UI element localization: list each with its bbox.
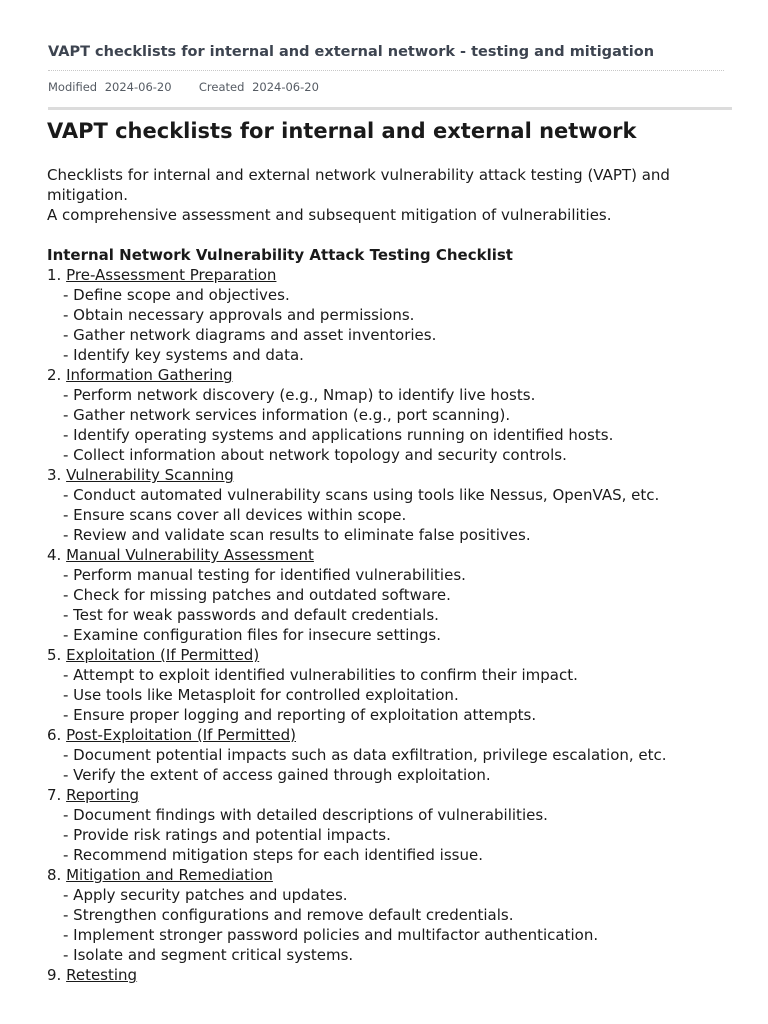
checklist-item: - Use tools like Metasploit for controlled exploitation.: [63, 686, 459, 704]
checklist-step-heading: [47, 965, 738, 985]
page-title: VAPT checklists for internal and external network: [47, 119, 637, 143]
checklist-item: - Implement stronger password policies and multifactor authentication.: [63, 926, 599, 944]
checklist-item: - Review and validate scan results to eliminate false positives.: [63, 526, 531, 544]
checklist-item: - Test for weak passwords and default credentials.: [63, 606, 439, 624]
dotted-divider: [48, 70, 724, 71]
intro-line: Checklists for internal and external network vulnerability attack testing (VAPT) and mitigation.: [47, 166, 670, 204]
step-link[interactable]: Information Gathering: [66, 366, 233, 384]
step-link[interactable]: Exploitation (If Permitted): [66, 646, 260, 664]
checklist-item: - Ensure scans cover all devices within scope.: [63, 506, 407, 524]
step-number: 1.: [47, 266, 62, 284]
modified-date: 2024-06-20: [104, 80, 172, 94]
checklist-item: - Attempt to exploit identified vulnerabilities to confirm their impact.: [63, 666, 578, 684]
checklist-steps: [47, 265, 738, 985]
checklist-item: - Strengthen configurations and remove default credentials.: [63, 906, 514, 924]
modified-label: Modified: [48, 80, 98, 94]
checklist-item: - Document findings with detailed descriptions of vulnerabilities.: [63, 806, 548, 824]
checklist-item: - Perform network discovery (e.g., Nmap) to identify live hosts.: [63, 386, 536, 404]
step-link[interactable]: Retesting: [66, 966, 138, 984]
intro-line: A comprehensive assessment and subsequent mitigation of vulnerabilities.: [47, 206, 612, 224]
step-number: 9.: [47, 966, 62, 984]
document-body: [47, 116, 738, 985]
checklist-item: - Apply security patches and updates.: [63, 886, 348, 904]
checklist-item: - Recommend mitigation steps for each identified issue.: [63, 846, 483, 864]
header-divider: [48, 107, 732, 110]
checklist-item: - Obtain necessary approvals and permissions.: [63, 306, 415, 324]
step-number: 2.: [47, 366, 62, 384]
checklist-item: - Define scope and objectives.: [63, 286, 290, 304]
step-number: 4.: [47, 546, 62, 564]
step-number: 5.: [47, 646, 62, 664]
checklist-item: - Provide risk ratings and potential impacts.: [63, 826, 391, 844]
checklist-step-heading: [47, 265, 738, 285]
step-link[interactable]: Manual Vulnerability Assessment: [66, 546, 314, 564]
metadata-row: [48, 80, 323, 94]
checklist-item: - Identify key systems and data.: [63, 346, 304, 364]
checklist-item: - Examine configuration files for insecure settings.: [63, 626, 441, 644]
created-label: Created: [198, 80, 245, 94]
checklist-step-heading: [47, 465, 738, 485]
created-date: 2024-06-20: [252, 80, 319, 94]
checklist-item: - Verify the extent of access gained through exploitation.: [63, 766, 491, 784]
step-number: 3.: [47, 466, 62, 484]
checklist-step-heading: [47, 865, 738, 885]
checklist-item: - Document potential impacts such as data exfiltration, privilege escalation, etc.: [63, 746, 667, 764]
step-number: 8.: [47, 866, 62, 884]
step-link[interactable]: Vulnerability Scanning: [66, 466, 234, 484]
checklist-item: - Conduct automated vulnerability scans using tools like Nessus, OpenVAS, etc.: [63, 486, 660, 504]
step-link[interactable]: Mitigation and Remediation: [66, 866, 273, 884]
checklist-item: - Isolate and segment critical systems.: [63, 946, 354, 964]
checklist-step-heading: [47, 785, 738, 805]
checklist-item: - Ensure proper logging and reporting of exploitation attempts.: [63, 706, 537, 724]
checklist-item: - Gather network diagrams and asset inventories.: [63, 326, 437, 344]
step-link[interactable]: Post-Exploitation (If Permitted): [66, 726, 296, 744]
checklist-item: - Gather network services information (e.g., port scanning).: [63, 406, 511, 424]
document-title-bar: VAPT checklists for internal and external network - testing and mitigation: [48, 44, 655, 60]
step-link[interactable]: Reporting: [66, 786, 140, 804]
checklist-section-title: Internal Network Vulnerability Attack Testing Checklist: [47, 246, 513, 264]
checklist-step-heading: [47, 365, 738, 385]
intro-paragraph: [47, 165, 738, 225]
checklist-item: - Identify operating systems and applications running on identified hosts.: [63, 426, 614, 444]
checklist-step-heading: [47, 545, 738, 565]
checklist-step-heading: [47, 645, 738, 665]
step-number: 7.: [47, 786, 62, 804]
step-link[interactable]: Pre-Assessment Preparation: [66, 266, 277, 284]
checklist-item: - Check for missing patches and outdated software.: [63, 586, 451, 604]
checklist-item: - Perform manual testing for identified vulnerabilities.: [63, 566, 466, 584]
checklist-step-heading: [47, 725, 738, 745]
step-number: 6.: [47, 726, 62, 744]
checklist-item: - Collect information about network topology and security controls.: [63, 446, 567, 464]
